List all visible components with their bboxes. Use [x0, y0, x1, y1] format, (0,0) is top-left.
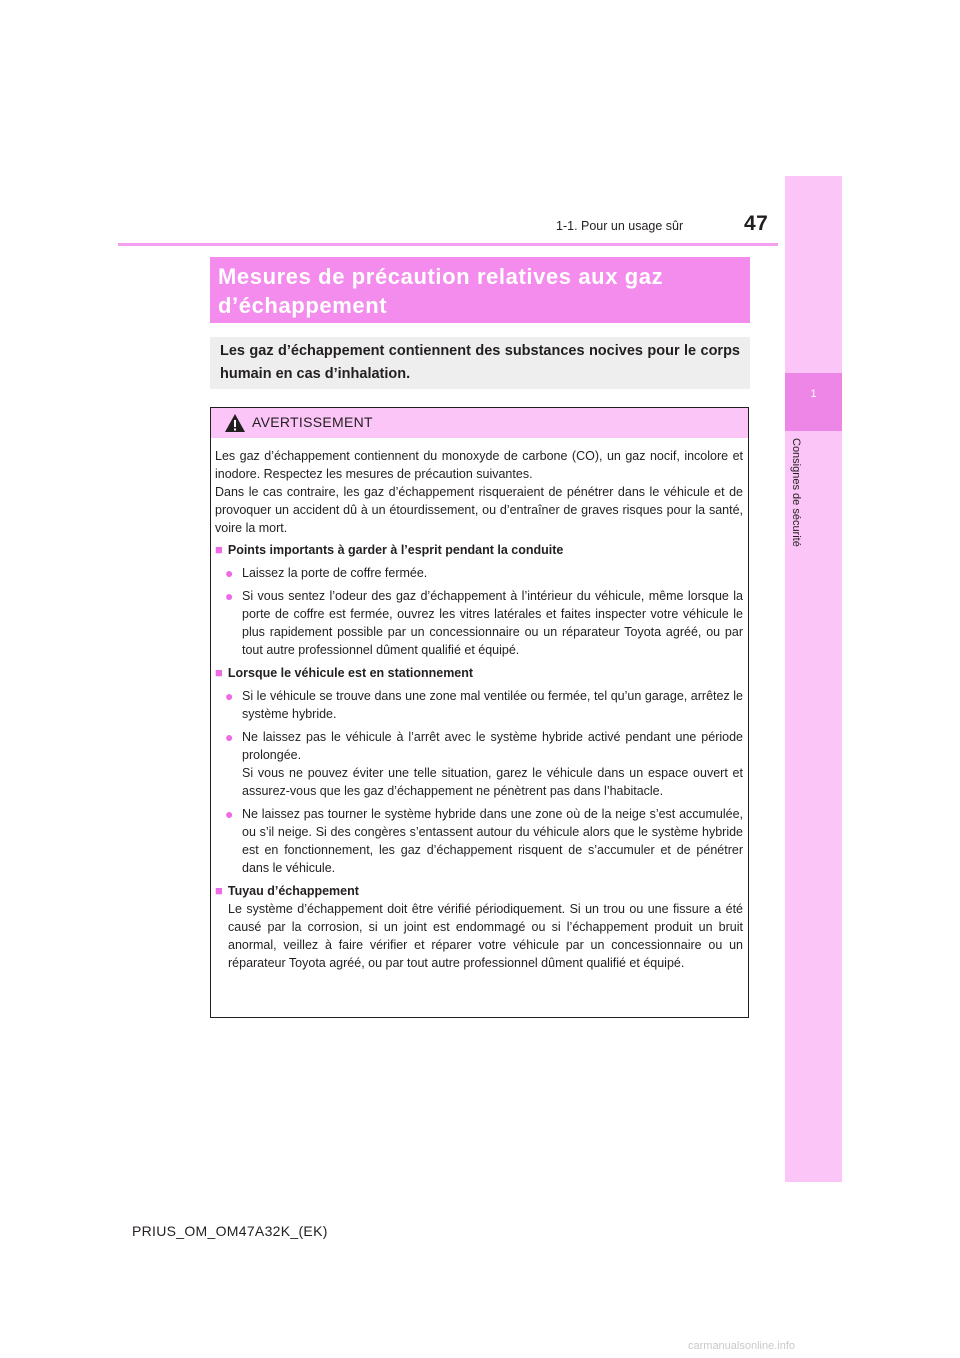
side-chapter-number: 1 [810, 388, 817, 400]
list-item-text: Si le véhicule se trouve dans une zone mal ventilée ou fermée, tel qu’un garage, arrêtez le système hybride. [242, 689, 743, 721]
page-title-line-1: Mesures de précaution relatives aux gaz [218, 264, 664, 289]
warning-title: AVERTISSEMENT [252, 414, 373, 430]
list-item [215, 564, 743, 582]
side-tab [785, 176, 842, 1182]
round-bullet-icon: ● [225, 588, 234, 604]
warning-body [215, 447, 743, 972]
document-code: PRIUS_OM_OM47A32K_(EK) [132, 1223, 328, 1239]
section-heading-text: Tuyau d’échappement [227, 884, 359, 898]
section-heading [215, 664, 743, 682]
list-item-text-main: Ne laissez pas le véhicule à l’arrêt avec le système hybride activé pendant une période prolongée. [242, 730, 743, 762]
square-bullet-icon: ■ [215, 665, 223, 680]
page-title [218, 262, 738, 320]
round-bullet-icon: ● [225, 565, 234, 581]
list-item-text: Laissez la porte de coffre fermée. [242, 566, 428, 580]
section-label: 1-1. Pour un usage sûr [556, 219, 684, 233]
header-rule [118, 243, 778, 246]
section-heading-text: Points importants à garder à l’esprit pendant la conduite [227, 543, 564, 557]
square-bullet-icon: ■ [215, 883, 223, 898]
list-item-text [242, 728, 743, 800]
round-bullet-icon: ● [225, 729, 234, 745]
section-heading [215, 882, 743, 900]
square-bullet-icon: ■ [215, 542, 223, 557]
list-item-text: Ne laissez pas tourner le système hybride dans une zone où de la neige s’est accumulée, ou s’il neige. Si des congères s’entassent autour du véhicule alors que le système hybride est en fonctionnement, les gaz d’échappement risquent de s’accumuler et de pénétrer dans le véhicule. [242, 807, 743, 875]
round-bullet-icon: ● [225, 806, 234, 822]
list-item [215, 587, 743, 659]
list-item-text-continuation: Si vous ne pouvez éviter une telle situation, garez le véhicule dans un espace ouvert et assurez-vous que les gaz d’échappement ne pénètrent pas dans l’habitacle. [242, 766, 743, 798]
round-bullet-icon: ● [225, 688, 234, 704]
page-title-line-2: d’échappement [218, 293, 388, 318]
side-chapter-title: Consignes de sécurité [790, 438, 802, 547]
section-heading-text: Lorsque le véhicule est en stationnement [227, 666, 474, 680]
list-item [215, 805, 743, 877]
warning-triangle-icon [224, 413, 246, 433]
list-item [215, 687, 743, 723]
watermark: carmanualsonline.info [688, 1340, 796, 1352]
side-chapter-marker[interactable] [785, 373, 842, 431]
list-item-text: Si vous sentez l’odeur des gaz d’échappement à l’intérieur du véhicule, même lorsque la porte de coffre est fermée, ouvrez les vitres latérales et faites inspecter votre véhicule le plus rapidement possible par un concessionnaire ou un réparateur Toyota agréé, ou par tout autre professionnel dûment qualifié et équipé. [242, 589, 743, 657]
section-heading [215, 541, 743, 559]
page-number: 47 [744, 212, 769, 235]
intro-text: Les gaz d’échappement contiennent des substances nocives pour le corps humain en cas d’inhalation. [220, 343, 740, 382]
warning-intro-1: Les gaz d’échappement contiennent du monoxyde de carbone (CO), un gaz nocif, incolore et inodore. Respectez les mesures de précaution suivantes. [215, 449, 743, 481]
warning-intro-2: Dans le cas contraire, les gaz d’échappement risqueraient de pénétrer dans le véhicule et de provoquer un accident dû à un étourdissement, ou d’entraîner de graves risques pour la santé, voire la mort. [215, 485, 743, 535]
list-item [215, 728, 743, 800]
section-text: Le système d’échappement doit être vérifié périodiquement. Si un trou ou une fissure a été causé par la corrosion, si un joint est endommagé ou si l’échappement produit un bruit anormal, veillez à faire vérifier et réparer votre véhicule par un concessionnaire ou un réparateur Toyota agréé, ou par tout autre professionnel dûment qualifié et équipé. [228, 902, 743, 970]
